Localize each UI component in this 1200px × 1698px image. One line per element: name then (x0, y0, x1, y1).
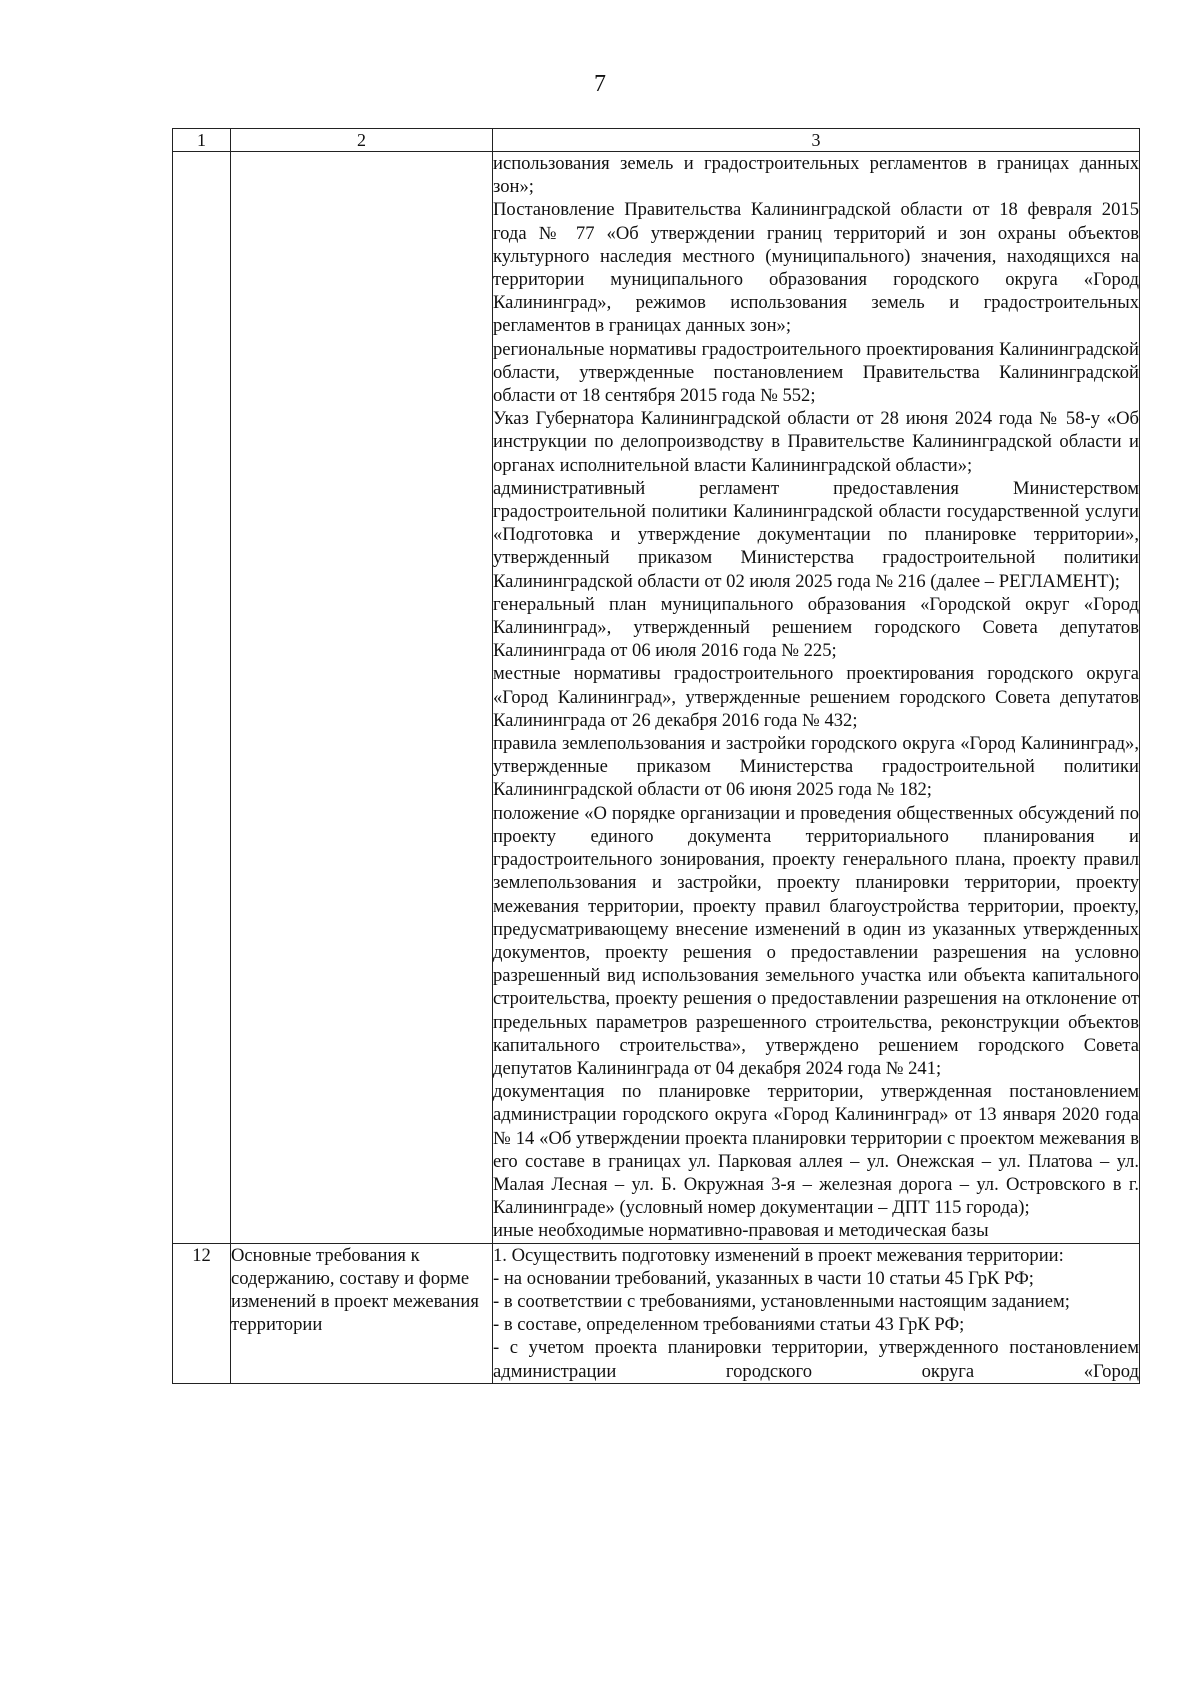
paragraph: Постановление Правительства Калининградской области от 18 февраля 2015 года № 77 «Об утверждении границ территорий и зон охраны объектов культурного наследия местного (муниципального) значения, находящихся на территории муниципального образования городского округа «Город Калининград», режимов использования земель и градостроительных регламентов в границах данных зон»; (493, 199, 1139, 337)
page-number: 7 (594, 71, 606, 97)
paragraph: местные нормативы градостроительного проектирования городского округа «Город Калининград», утвержденные решением городского Совета депутатов Калининграда от 26 декабря 2016 года № 432; (493, 663, 1139, 731)
paragraph: использования земель и градостроительных регламентов в границах данных зон»; (493, 153, 1139, 198)
table-header-row (173, 129, 1140, 152)
row-content-cell (493, 1243, 1140, 1383)
paragraph: - в составе, определенном требованиями статьи 43 ГрК РФ; (493, 1314, 965, 1336)
paragraph: генеральный план муниципального образования «Городской округ «Город Калининград», утвержденный решением городского Совета депутатов Калининграда от 06 июля 2016 года № 225; (493, 593, 1139, 662)
column-header-1: 1 (173, 129, 231, 152)
paragraph: иные необходимые нормативно-правовая и методическая базы (493, 1220, 989, 1242)
row-name-cell (231, 152, 493, 1244)
paragraph: документация по планировке территории, утвержденная постановлением администрации городского округа «Город Калининград» от 13 января 2020 года № 14 «Об утверждении проекта планировки территории с проектом межевания в его составе в границах ул. Парковая аллея – ул. Онежская – ул. Платова – ул. Малая Лесная – ул. Б. Окружная 3-я – железная дорога – ул. Островского в г. Калининграде» (условный номер документации – ДПТ 115 города); (493, 1081, 1139, 1219)
paragraph: - в соответствии с требованиями, установленными настоящим заданием; (493, 1290, 1070, 1312)
paragraph: - на основании требований, указанных в части 10 статьи 45 ГрК РФ; (493, 1267, 1034, 1289)
paragraph: Указ Губернатора Калининградской области от 28 июня 2024 года № 58-у «Об инструкции по делопроизводству в Правительстве Калининградской области и органах исполнительной власти Калининградской области»; (493, 408, 1139, 476)
paragraph: правила землепользования и застройки городского округа «Город Калининград», утвержденные приказом Министерства градостроительной политики Калининградской области от 06 июня 2025 года № 182; (493, 733, 1139, 801)
column-header-3: 3 (493, 129, 1140, 152)
paragraph: положение «О порядке организации и проведения общественных обсуждений по проекту единого документа территориального планирования и градостроительного зонирования, проекту генерального плана, проекту правил землепользования и застройки, проекту планировки территории, проекту межевания территории, проекту правил благоустройства территории, проекту, предусматривающему внесение изменений в один из указанных утвержденных документов, проекту решения о предоставлении разрешения на условно разрешенный вид использования земельного участка или объекта капитального строительства, проекту решения о предоставлении разрешения на отклонение от предельных параметров разрешенного строительства, реконструкции объектов капитального строительства», утверждено решением городского Совета депутатов Калининграда от 04 декабря 2024 года № 241; (493, 802, 1139, 1079)
table-row-12 (173, 1243, 1140, 1383)
row-name-cell: Основные требования к содержанию, составу и форме изменений в проект межевания территории (231, 1243, 493, 1383)
requirements-table (172, 128, 1140, 1384)
paragraph: региональные нормативы градостроительного проектирования Калининградской области, утвержденные постановлением Правительства Калининградской области от 18 сентября 2015 года № 552; (493, 338, 1139, 407)
row-number-cell: 12 (173, 1243, 231, 1383)
column-header-2: 2 (231, 129, 493, 152)
paragraph: 1. Осуществить подготовку изменений в проект межевания территории: (493, 1244, 1064, 1266)
row-number-cell (173, 152, 231, 1244)
row-content-cell (493, 152, 1140, 1244)
paragraph: - с учетом проекта планировки территории, утвержденного постановлением администрации городского округа «Город (493, 1337, 1139, 1382)
paragraph: административный регламент предоставления Министерством градостроительной политики Калининградской области государственной услуги «Подготовка и утверждение документации по планировке территории», утвержденный приказом Министерства градостроительной политики Калининградской области от 02 июля 2025 года № 216 (далее – РЕГЛАМЕНТ); (493, 477, 1139, 592)
table-row-continuation (173, 152, 1140, 1244)
